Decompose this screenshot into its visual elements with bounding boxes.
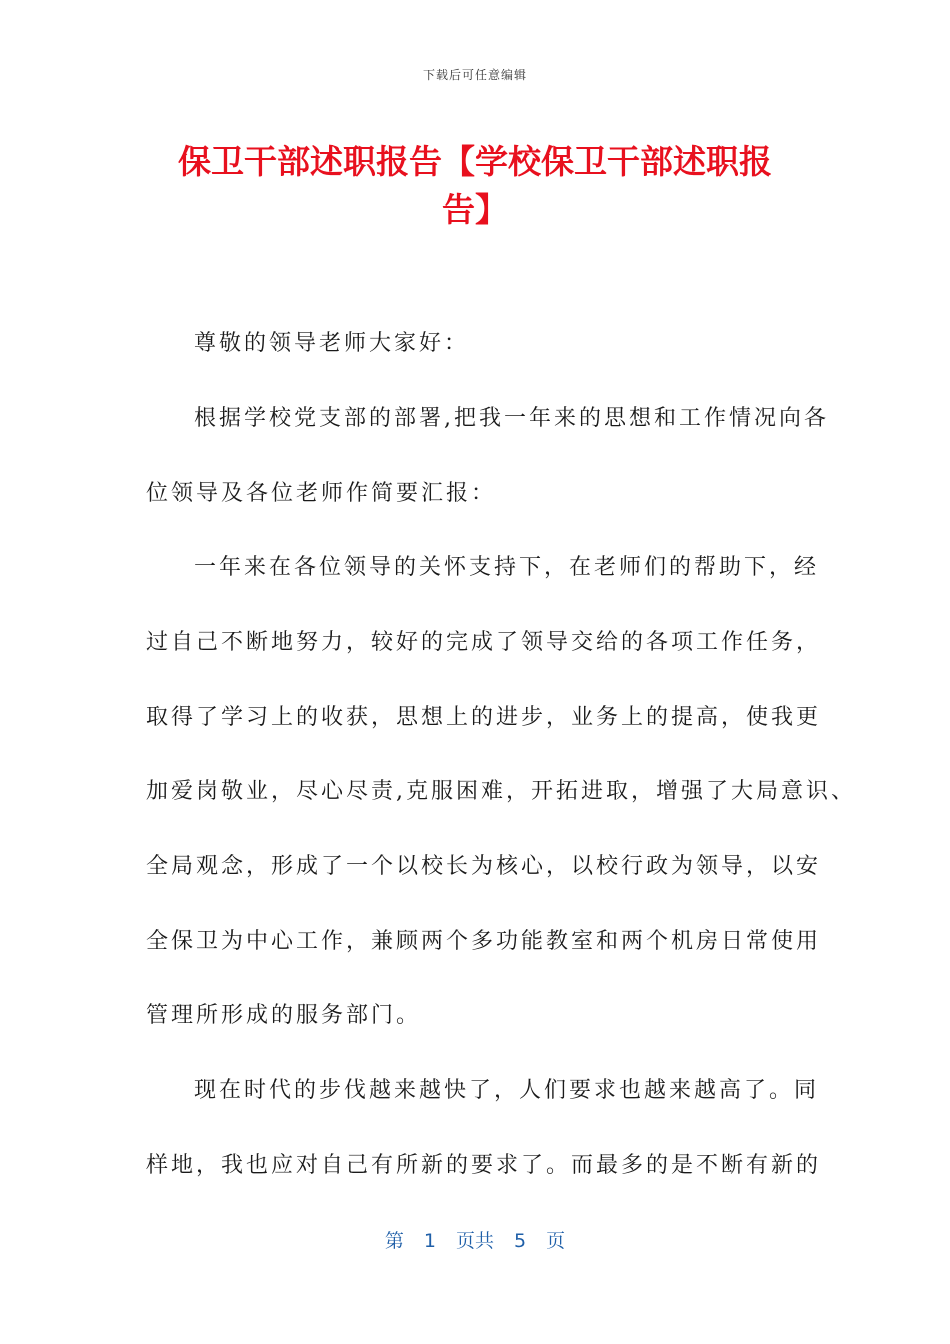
footer-prefix: 第 [384,1230,404,1252]
text-line: 全保卫为中心工作，兼顾两个多功能教室和两个机房日常使用 [146,929,822,954]
text-line: 位领导及各位老师作简要汇报： [146,481,497,506]
total-pages-number: 5 [514,1230,527,1252]
text-line: 过自己不断地努力，较好的完成了领导交给的各项工作任务， [146,630,822,655]
text-line: 根据学校党支部的部署,把我一年来的思想和工作情况向各 [194,406,829,431]
current-page-number: 1 [423,1230,436,1252]
title-line-1: 保卫干部述职报告【学校保卫干部述职报 [178,142,772,181]
footer-middle: 页共 [455,1230,494,1252]
text-line: 现在时代的步伐越来越快了，人们要求也越来越高了。同 [194,1078,820,1103]
header-note: 下载后可任意编辑 [422,68,527,82]
text-line: 一年来在各位领导的关怀支持下，在老师们的帮助下，经 [194,555,820,580]
text-line: 管理所形成的服务部门。 [146,1003,422,1028]
text-line: 样地，我也应对自己有所新的要求了。而最多的是不断有新的 [146,1153,822,1178]
text-line: 加爱岗敬业，尽心尽责,克服困难，开拓进取，增强了大局意识、 [146,779,856,804]
text-line: 取得了学习上的收获，思想上的进步，业务上的提高，使我更 [146,705,822,730]
text-line: 尊敬的领导老师大家好： [194,331,470,356]
text-line: 全局观念，形成了一个以校长为核心，以校行政为领导，以安 [146,854,822,879]
title-line-2: 告】 [442,190,508,229]
footer-suffix: 页 [546,1230,566,1252]
page-footer [0,1226,950,1253]
